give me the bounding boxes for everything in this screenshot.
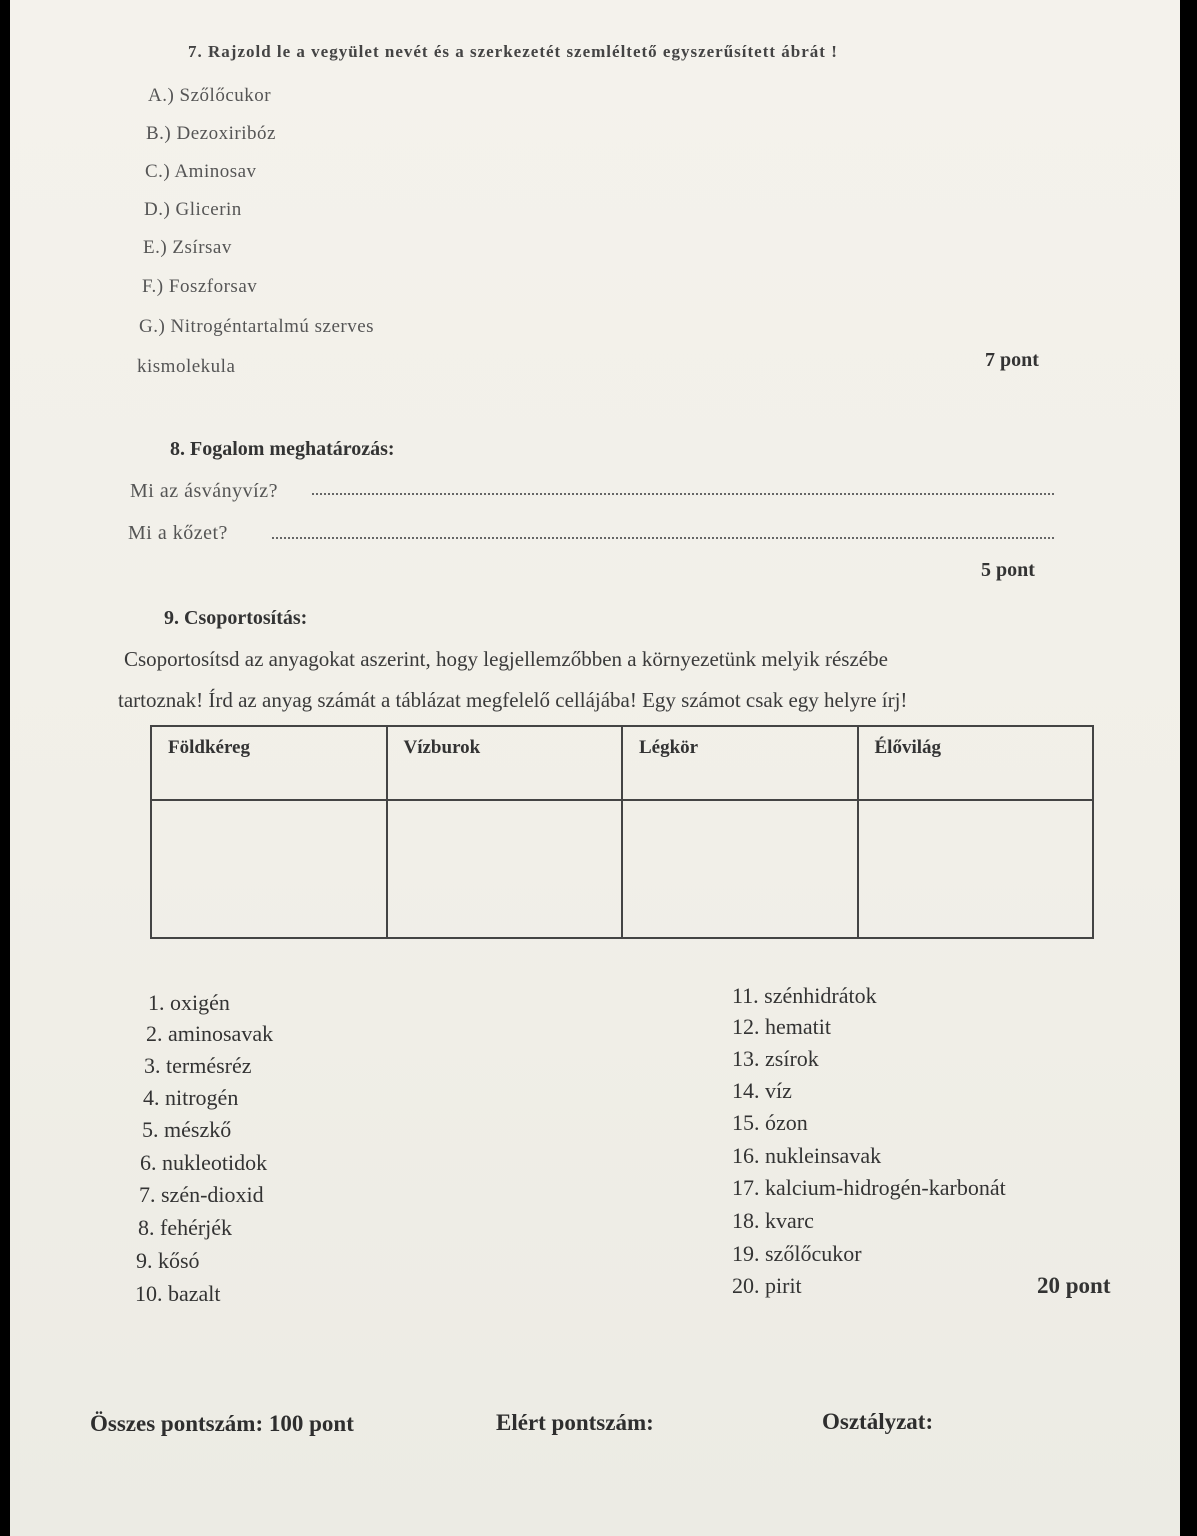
- list-item: 17. kalcium-hidrogén-karbonát: [732, 1175, 1006, 1200]
- list-item: 20. pirit: [732, 1273, 802, 1298]
- q8-question-1: Mi az ásványvíz?: [130, 480, 278, 502]
- q8-question-2: Mi a kőzet?: [128, 522, 228, 544]
- q7-title: 7. Rajzold le a vegyület nevét és a szerkezetét szemléltető egyszerűsített ábrát !: [188, 42, 838, 61]
- list-item: 7. szén-dioxid: [139, 1182, 264, 1207]
- q9-title: 9. Csoportosítás:: [164, 607, 308, 629]
- table-header-row: [151, 726, 1093, 800]
- worksheet-page: [10, 0, 1180, 1536]
- q8-answer-line-2[interactable]: [272, 537, 1054, 539]
- q7-option-d: D.) Glicerin: [144, 199, 242, 220]
- achieved-points-label: Elért pontszám:: [496, 1410, 654, 1435]
- q8-answer-line-1[interactable]: [312, 493, 1054, 495]
- q7-option-e: E.) Zsírsav: [143, 237, 232, 258]
- header-foldkereg: Földkéreg: [151, 726, 387, 800]
- answer-cell-legkor[interactable]: [622, 800, 858, 938]
- list-item: 6. nukleotidok: [140, 1150, 268, 1175]
- list-item: 12. hematit: [732, 1014, 831, 1039]
- list-item: 13. zsírok: [732, 1046, 819, 1071]
- header-vizburok: Vízburok: [387, 726, 623, 800]
- q9-points: 20 pont: [1037, 1273, 1111, 1298]
- q7-points: 7 pont: [985, 349, 1039, 371]
- list-item: 9. kősó: [136, 1248, 200, 1273]
- list-item: 5. mészkő: [142, 1117, 232, 1142]
- q7-option-f: F.) Foszforsav: [142, 276, 258, 297]
- q9-instruction-line-2: tartoznak! Írd az anyag számát a táblázat megfelelő cellájába! Egy számot csak egy helyre írj!: [118, 688, 908, 712]
- list-item: 15. ózon: [732, 1110, 808, 1135]
- list-item: 4. nitrogén: [143, 1085, 239, 1110]
- total-points: Összes pontszám: 100 pont: [90, 1411, 354, 1436]
- list-item: 16. nukleinsavak: [732, 1143, 882, 1168]
- list-item: 1. oxigén: [148, 990, 230, 1015]
- q7-option-a: A.) Szőlőcukor: [148, 85, 272, 106]
- list-item: 3. termésréz: [144, 1053, 252, 1078]
- header-legkor: Légkör: [622, 726, 858, 800]
- q9-instruction-line-1: Csoportosítsd az anyagokat aszerint, hogy legjellemzőbben a környezetünk melyik részébe: [124, 647, 888, 671]
- q7-option-c: C.) Aminosav: [145, 161, 257, 182]
- list-item: 8. fehérjék: [138, 1215, 233, 1240]
- list-item: 14. víz: [732, 1078, 792, 1103]
- q7-option-g-cont: kismolekula: [137, 356, 236, 377]
- answer-cell-vizburok[interactable]: [387, 800, 623, 938]
- list-item: 19. szőlőcukor: [732, 1241, 862, 1266]
- grouping-table: [150, 725, 1094, 939]
- q7-option-g: G.) Nitrogéntartalmú szerves: [139, 316, 375, 337]
- list-item: 2. aminosavak: [146, 1021, 274, 1046]
- table-answer-row: [151, 800, 1093, 938]
- answer-cell-elovilag[interactable]: [858, 800, 1094, 938]
- list-item: 11. szénhidrátok: [732, 983, 877, 1008]
- list-item: 10. bazalt: [135, 1281, 221, 1306]
- answer-cell-foldkereg[interactable]: [151, 800, 387, 938]
- grade-label: Osztályzat:: [822, 1409, 934, 1434]
- q8-title: 8. Fogalom meghatározás:: [170, 438, 395, 460]
- header-elovilag: Élővilág: [858, 726, 1094, 800]
- q7-option-b: B.) Dezoxiribóz: [146, 123, 276, 144]
- list-item: 18. kvarc: [732, 1208, 814, 1233]
- q8-points: 5 pont: [981, 559, 1035, 581]
